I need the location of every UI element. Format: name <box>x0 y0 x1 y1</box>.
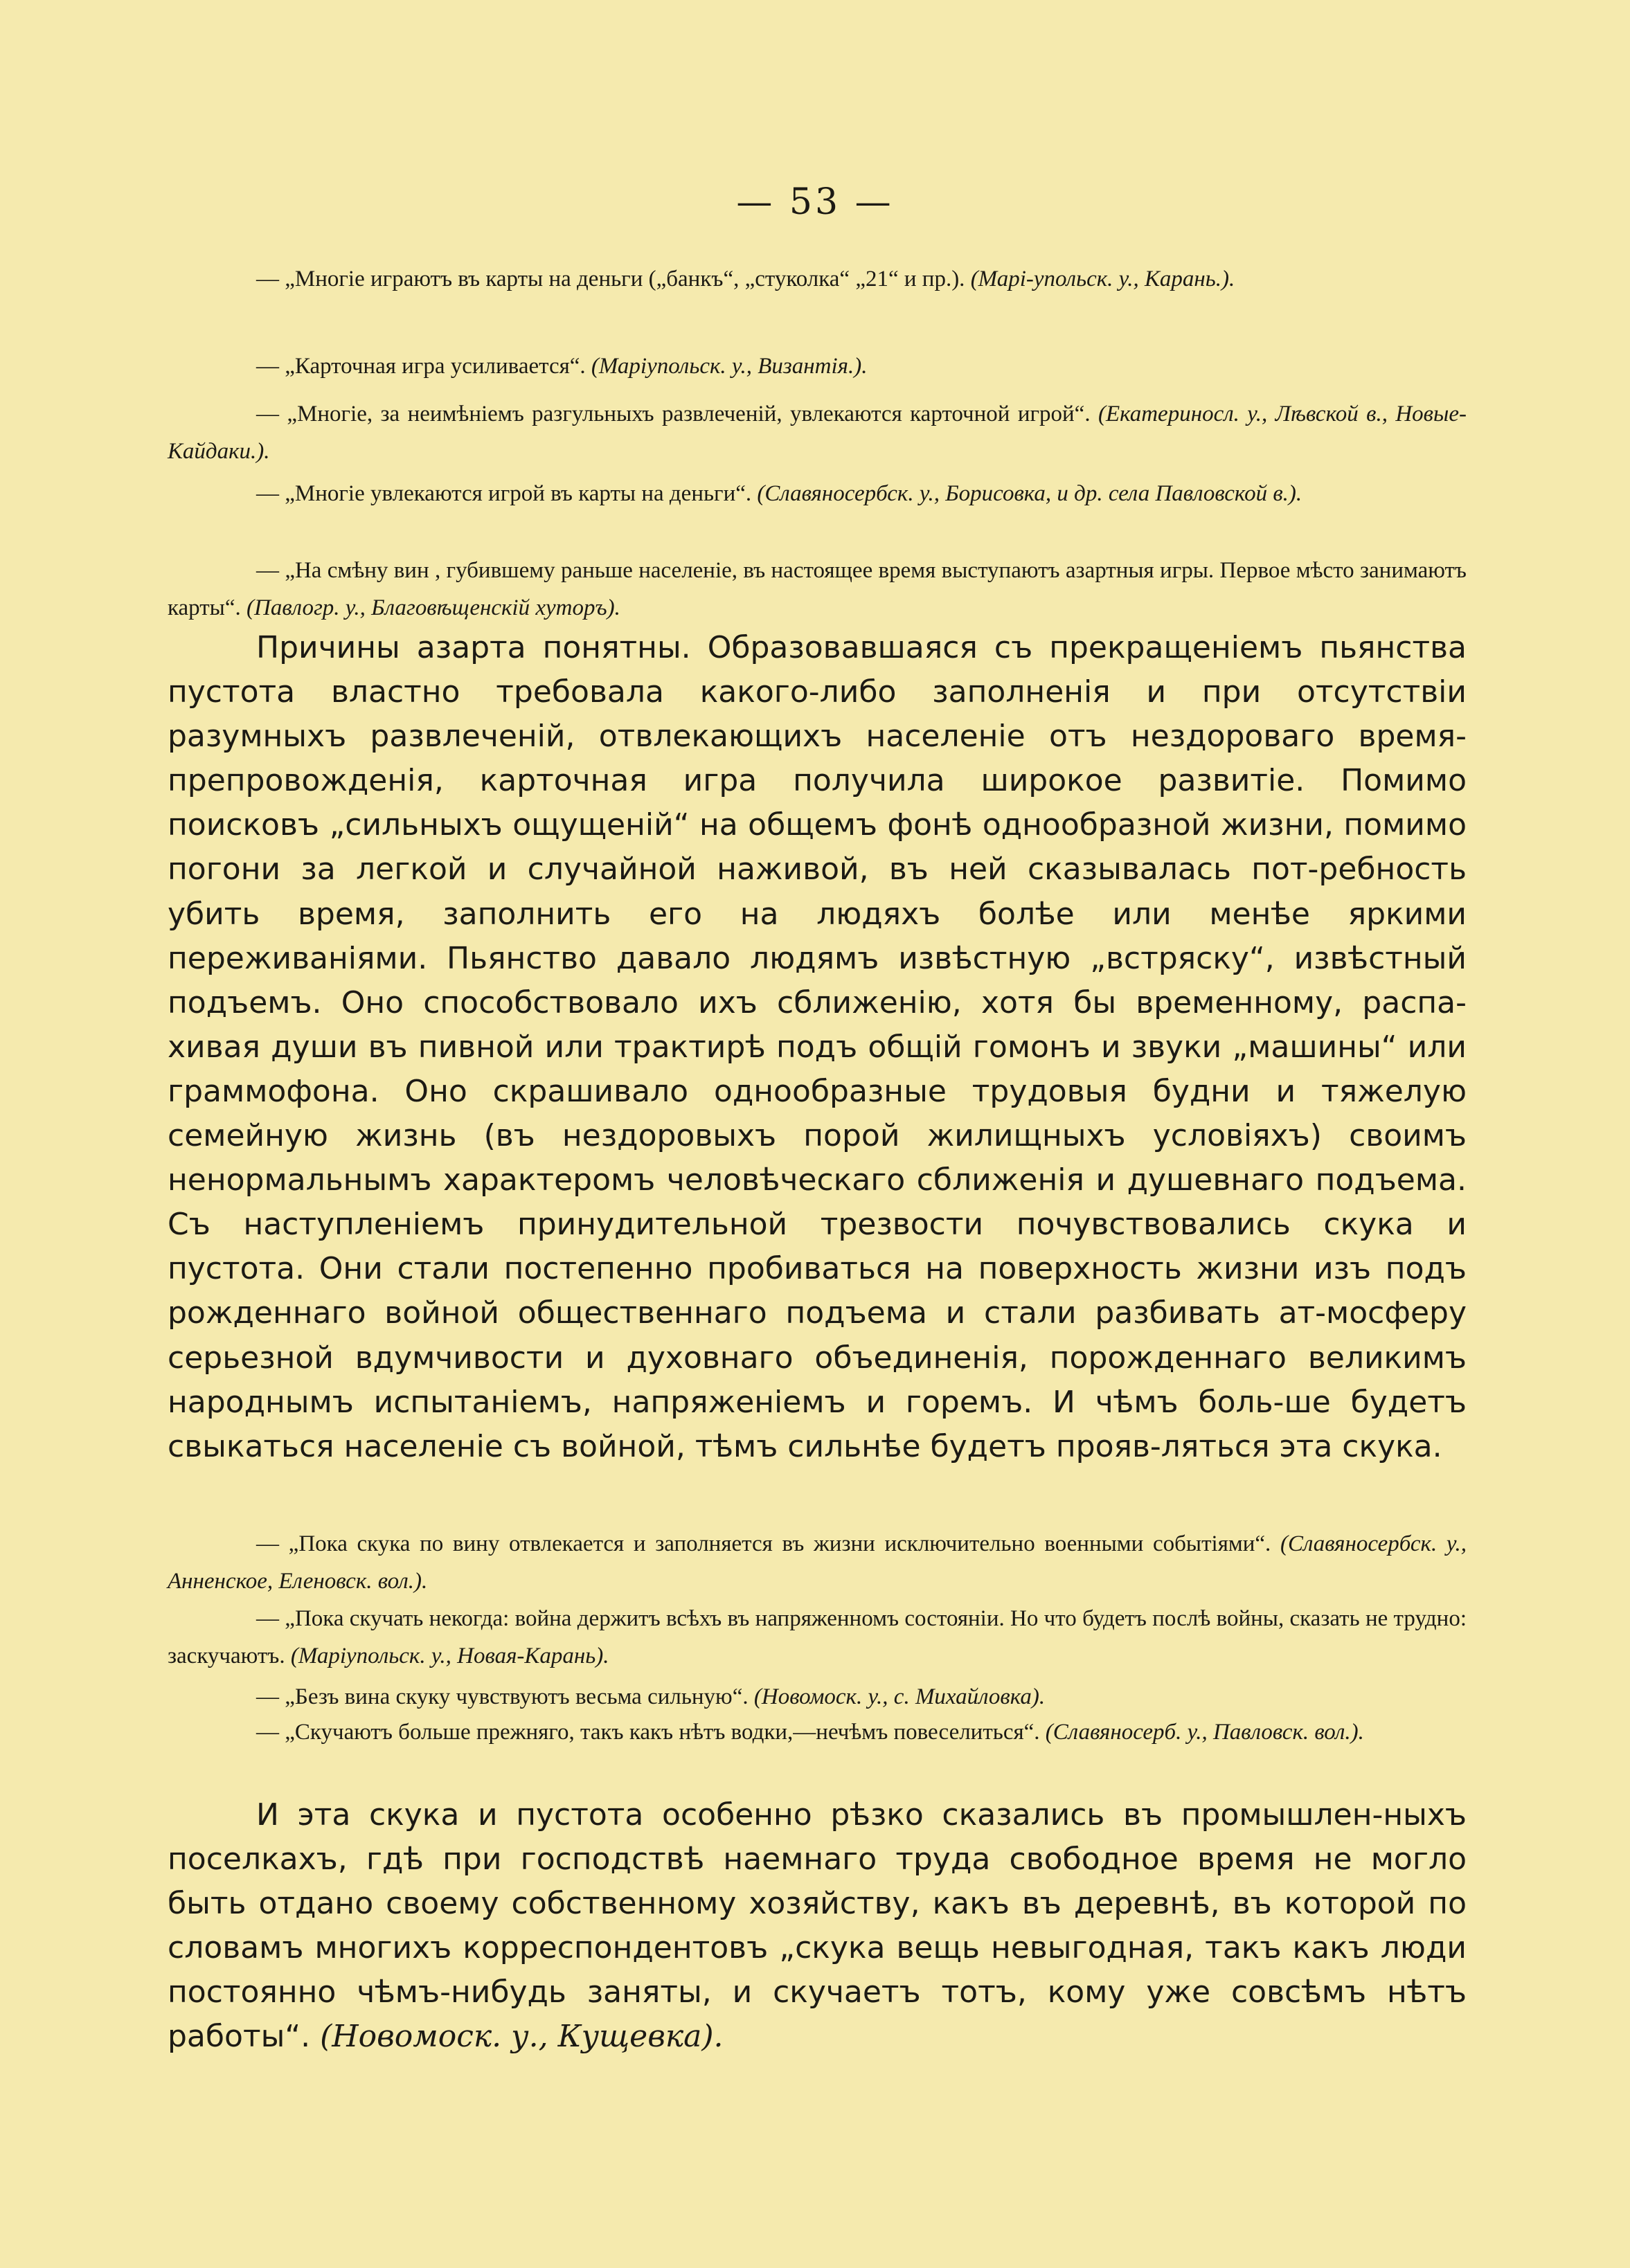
paragraph-text: И эта скука и пустота особенно рѣзко сказались въ промышлен-ныхъ поселкахъ, гдѣ при господствѣ наемнаго труда свободное время не могло быть отдано своему собственному хозяйству, какъ въ деревнѣ, въ которой по словамъ многихъ корреспондентовъ „скука вещь невыгодная, такъ какъ люди постоянно чѣмъ-нибудь заняты, и скучаетъ тотъ, кому уже совсѣмъ нѣтъ работы“. <box>168 1797 1467 2055</box>
quote-4 <box>168 475 1467 512</box>
quote-1 <box>168 260 1467 298</box>
page-number: — 53 — <box>736 181 894 223</box>
paragraph-2 <box>168 1793 1467 2060</box>
quote-2 <box>168 348 1467 385</box>
quote-text: — „Многіе увлекаются игрой въ карты на деньги“. <box>256 481 758 506</box>
quote-text: — „Многіе играютъ въ карты на деньги („банкъ“, „стуколка“ „21“ и пр.). <box>256 267 971 291</box>
quote-source: (Славяносерб. у., Павловск. вол.). <box>1045 1720 1364 1745</box>
quote-text: — „Безъ вина скуку чувствуютъ весьма сильную“. <box>256 1684 754 1709</box>
quote-source: (Павлогр. у., Благовѣщенскій хуторъ). <box>247 595 620 620</box>
quote-source: (Новомоск. у., с. Михайловка). <box>753 1684 1046 1709</box>
quote-text: — „На смѣну вин , губившему раньше населеніе, въ настоящее время выступаютъ азартныя игры. Первое мѣсто занимаютъ карты“. <box>168 558 1467 620</box>
quote-text: — „Скучаютъ больше прежняго, такъ какъ нѣтъ водки,—нечѣмъ повеселиться“. <box>256 1720 1046 1745</box>
quote-8 <box>168 1678 1467 1716</box>
quote-source: (Славяносербск. у., Анненское, Еленовск. вол.). <box>168 1531 1467 1594</box>
quote-source: (Марі-упольск. у., Карань.). <box>970 267 1235 291</box>
quote-source: (Маріупольск. у., Новая-Карань). <box>290 1644 609 1668</box>
quote-text: — „Многіе, за неимѣніемъ разгульныхъ развлеченій, увлекаются карточной игрой“. <box>256 402 1098 426</box>
quote-7 <box>168 1600 1467 1675</box>
quote-text: — „Пока скучать некогда: война держитъ всѣхъ въ напряженномъ состояніи. Но что будетъ послѣ войны, сказать не трудно: заскучаютъ. <box>168 1606 1467 1668</box>
quote-text: — „Карточная игра усиливается“. <box>256 354 591 379</box>
quote-source: (Екатериносл. у., Лѣвской в., Новые-Кайдаки.). <box>168 402 1467 464</box>
quote-6 <box>168 1525 1467 1600</box>
quote-9 <box>168 1713 1467 1751</box>
quote-3 <box>168 395 1467 470</box>
paragraph-source: (Новомоск. у., Кущевка). <box>320 2019 724 2055</box>
paragraph-1: Причины азарта понятны. Образовавшаяся съ прекращеніемъ пьянства пустота властно требовала какого-либо заполненія и при отсутствіи разумныхъ развлеченій, отвлекающихъ населеніе отъ нездороваго время-препровожденія, карточная игра получила широкое развитіе. Помимо поисковъ „сильныхъ ощущеній“ на общемъ фонѣ однообразной жизни, помимо погони за легкой и случайной наживой, въ ней сказывалась пот-ребность убить время, заполнить его на людяхъ болѣе или менѣе яркими переживаніями. Пьянство давало людямъ извѣстную „встряску“, извѣстный подъемъ. Оно способствовало ихъ сближенію, хотя бы временному, распа-хивая души въ пивной или трактирѣ подъ общій гомонъ и звуки „машины“ или граммофона. Оно скрашивало однообразные трудовыя будни и тяжелую семейную жизнь (въ нездоровыхъ порой жилищныхъ условіяхъ) своимъ ненормальнымъ характеромъ человѣческаго сближенія и душевнаго подъема. Съ наступленіемъ принудительной трезвости почувствовались скука и пустота. Они стали постепенно пробиваться на поверхность жизни изъ подъ рожденнаго войной общественнаго подъема и стали разбивать ат-мосферу серьезной вдумчивости и духовнаго объединенія, порожденнаго великимъ народнымъ испытаніемъ, напряженіемъ и горемъ. И чѣмъ боль-ше будетъ свыкаться населеніе съ войной, тѣмъ сильнѣе будетъ прояв-ляться эта скука. <box>168 630 1467 1464</box>
quote-source: (Маріупольск. у., Византія.). <box>591 354 868 379</box>
quote-5 <box>168 552 1467 627</box>
quote-source: (Славяносербск. у., Борисовка, и др. села Павловской в.). <box>757 481 1302 506</box>
quote-text: — „Пока скука по вину отвлекается и заполняется въ жизни исключительно военными событіями“. <box>256 1531 1280 1556</box>
